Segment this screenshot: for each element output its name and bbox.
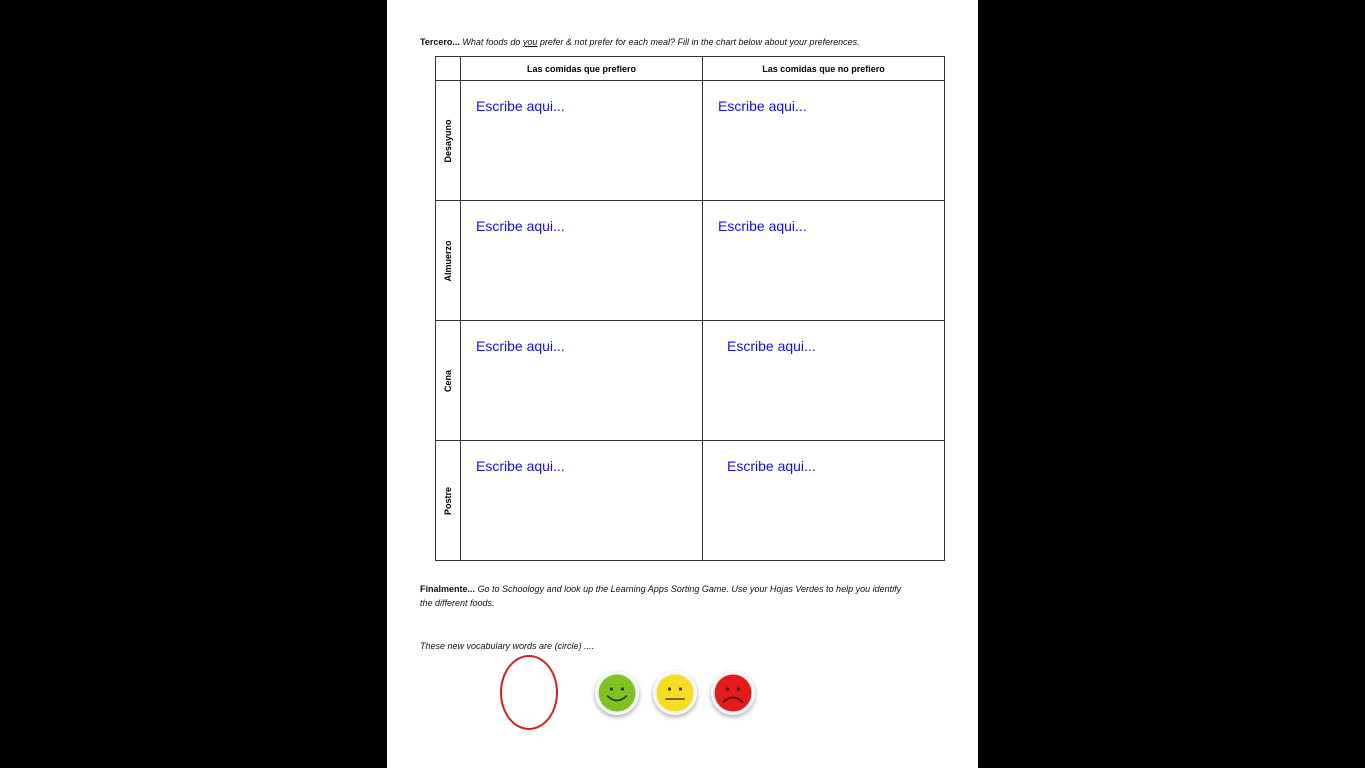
answer-field[interactable]: Escribe aqui... [718, 218, 807, 234]
cell-desayuno-prefer[interactable] [461, 81, 703, 201]
row-header-almuerzo: Almuerzo [436, 201, 461, 321]
answer-field[interactable]: Escribe aqui... [476, 458, 565, 474]
cell-almuerzo-prefer[interactable] [461, 201, 703, 321]
chart-corner [436, 57, 461, 81]
answer-field[interactable]: Escribe aqui... [718, 98, 807, 114]
tercero-instruction: Tercero... What foods do you prefer & not prefer for each meal? Fill in the chart below about your preferences. [420, 37, 860, 47]
answer-field[interactable]: Escribe aqui... [727, 338, 816, 354]
cell-postre-prefer[interactable] [461, 441, 703, 561]
col-header-noprefer: Las comidas que no prefiero [703, 57, 945, 81]
document-page [387, 0, 978, 768]
preferences-chart [435, 56, 945, 561]
finalmente-instruction: Finalmente... Go to Schoology and look up the Learning Apps Sorting Game. Use your Hojas Verdes to help you identify the different foods. [420, 584, 902, 608]
row-header-desayuno: Desayuno [436, 81, 461, 201]
row-header-cena: Cena [436, 321, 461, 441]
answer-field[interactable]: Escribe aqui... [476, 218, 565, 234]
sad-face-icon[interactable] [711, 671, 755, 715]
neutral-face-icon[interactable] [653, 671, 697, 715]
red-circle-annotation[interactable] [500, 655, 558, 730]
cell-postre-noprefer[interactable] [703, 441, 945, 561]
cell-cena-noprefer[interactable] [703, 321, 945, 441]
answer-field[interactable]: Escribe aqui... [476, 98, 565, 114]
answer-field[interactable]: Escribe aqui... [476, 338, 565, 354]
cell-almuerzo-noprefer[interactable] [703, 201, 945, 321]
col-header-prefer: Las comidas que prefiero [461, 57, 703, 81]
answer-field[interactable]: Escribe aqui... [727, 458, 816, 474]
cell-desayuno-noprefer[interactable] [703, 81, 945, 201]
row-header-postre: Postre [436, 441, 461, 561]
cell-cena-prefer[interactable] [461, 321, 703, 441]
vocab-prompt: These new vocabulary words are (circle) .... [420, 641, 595, 651]
happy-face-icon[interactable] [595, 671, 639, 715]
